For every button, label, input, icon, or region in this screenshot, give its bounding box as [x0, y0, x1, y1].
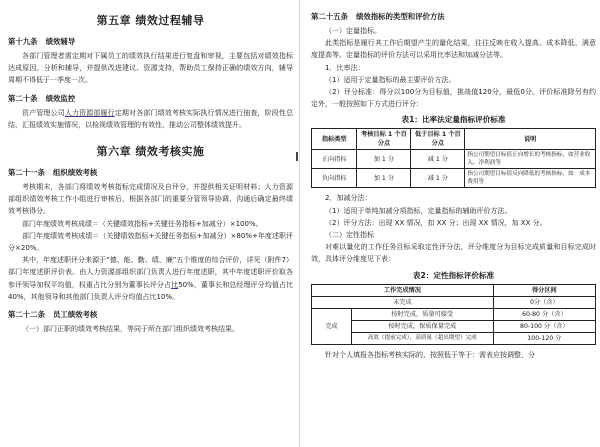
table1-caption: 表1：比率法定量指标评价标准 — [401, 115, 506, 125]
table-cell: 100-120 分 — [493, 332, 595, 344]
article-20-body — [8, 107, 293, 131]
article-20-title: 绩效监控 — [45, 93, 76, 103]
article-21-underlined: 比 — [171, 280, 179, 289]
article-20-number: 第二十条 — [8, 93, 38, 103]
formula-2: 部门年度绩效考核成绩＝（关键绩效指标+关键任务指标+加减分）×80%+年度述职评分×20%。 — [8, 231, 293, 253]
article-21-body: 考核期末，各部门将绩效考核指标完成情况及自评分，并提供相关证明材料；人力资源部组织绩效考核工作小组进行审核后，根据各部门的重要分管领导协调、沟通后确定最终绩效考核得分。 — [8, 183, 293, 216]
table-cell: 高效（提前完成），高质量（超出期望）完成 — [351, 332, 493, 344]
article-21-body-2-b: 50%，董事长和总经理评分均值占比40%，其他领导和其他部门负责人评分均值占比10%。 — [8, 280, 294, 301]
article-22-body: （一）部门正职的绩效考核结果，等同于所在部门组织绩效考核结果。 — [22, 325, 239, 334]
tail-text: 针对个人填报各指标考核实际的，按照低于等于：需表应按调整，分 — [325, 350, 535, 359]
table-cell: 0分（含） — [493, 296, 595, 308]
table-cell: 指公司期望目标值正向增长的考核指标，如营业收入、净利润等 — [465, 150, 596, 169]
item-quantitative: （一）定量指标。 — [325, 27, 381, 35]
table-cell: 60-80 分（含） — [493, 308, 595, 320]
table-cell: 减 1 分 — [411, 150, 465, 169]
table1-header: 考核目标 1 个百分点 — [357, 129, 411, 150]
table1-header: 指标类型 — [312, 129, 357, 150]
table1-header: 低于目标 1 个百分点 — [411, 129, 465, 150]
ratio-sub-1: （1）适用于定量指标的最主要评价方法。 — [325, 75, 456, 84]
article-20-heading — [8, 93, 293, 104]
table-cell-group: 完成 — [312, 308, 352, 344]
ratio-sub-2: （2）评分标准：得分以100分为目标值，挑战值120分，最低0分。评价标准除另有约定外，一般按照如下方式进行评分： — [311, 88, 596, 109]
table-row — [312, 308, 596, 320]
table-cell: 80-100 分（含） — [493, 320, 595, 332]
formula-1: 部门年度绩效考核成绩＝（关键绩效指标+关键任务指标+加减分）×100%。 — [22, 219, 263, 228]
table-cell: 加 1 分 — [357, 169, 411, 188]
article-25-title: 绩效指标的类型和评价方法 — [355, 12, 445, 21]
quantitative-desc: 此类指标是履行其工作后期望产生的量化结果，往往反映在收入提高、成本降低、满意度提高等。定量指标的评价方法可以采用比率法和加减分法等。 — [311, 39, 596, 60]
table2-header: 工作完成情况 — [312, 284, 494, 296]
left-page — [0, 0, 299, 447]
article-22-title: 员工绩效考核 — [52, 310, 98, 320]
table2-header-row — [312, 284, 596, 296]
qualitative-desc: 对难以量化的工作任务目标采取定性评分法，评分维度分为目标完成质量和目标完成时效，具体评分维度见下表： — [311, 243, 596, 264]
article-20-body-b: 定期对各部门绩效考核实际执行情况进行抽查，阶段性总结，汇报绩效实施情况，以检视绩效管理的有效性，推动公司整体绩效提升。 — [8, 108, 294, 129]
article-19-body: 各部门管理者需定期对下属员工的绩效执行结果进行复盘和审视，主要包括对绩效指标达成原因、分析和辅导，并提供改进建议、资源支持，帮助员工保持正确的绩效方向，辅导周期不得低于一季度一次。 — [8, 52, 293, 85]
table2-qualitative-criteria — [311, 284, 596, 345]
article-21-title: 组织绩效考核 — [52, 168, 98, 178]
table-cell: 负向指标 — [312, 169, 357, 188]
table-row — [312, 320, 596, 332]
article-19-number: 第十九条 — [8, 37, 38, 46]
article-25-heading — [311, 11, 596, 22]
table-cell: 按时完成，保质保量完成 — [351, 320, 493, 332]
article-21-heading — [8, 167, 293, 178]
page-divider — [299, 0, 300, 447]
table1-header-row — [312, 129, 596, 150]
article-21-number: 第二十一条 — [8, 168, 45, 178]
article-25-number: 第二十五条 — [311, 12, 348, 21]
right-page — [301, 0, 600, 447]
table-cell: 未完成 — [312, 296, 494, 308]
additive-sub-2: （2）评分方法：出现 XX 情况，扣 XX 分；出现 XX 情况，加 XX 分。 — [325, 218, 547, 227]
table-cell: 正向指标 — [312, 150, 357, 169]
article-20-underlined: 人力资源部履行 — [64, 108, 115, 117]
ratio-method-heading: 1．比率法： — [325, 63, 365, 72]
table2-header: 得分区间 — [493, 284, 595, 296]
item-qualitative: （二）定性指标 — [325, 231, 374, 240]
chapter5-title: 第五章 绩效过程辅导 — [96, 14, 205, 27]
text-cursor-marker — [296, 152, 298, 161]
table-cell: 减 1 分 — [411, 169, 465, 188]
article-21-body-2-a: 其中，年度述职评分来源于“德、能、勤、绩、廉”五个维度的综合评价，详见（附件7）部门年度述职评价表。由人力资源部组织部门负责人进行年度述职，其中年度述职评价取各参评领导加权平均值，权重占比分别为董事长评分占 — [8, 256, 293, 289]
table2-caption: 表2：定性指标评价标准 — [412, 270, 495, 280]
article-22-number: 第二十二条 — [8, 310, 45, 320]
article-20-body-a: 资产管理公司 — [22, 108, 65, 117]
table1-ratio-criteria — [311, 128, 596, 188]
table-row — [312, 150, 596, 169]
article-19-title: 绩效辅导 — [45, 37, 76, 46]
article-21-body-2 — [8, 254, 293, 303]
table-row — [312, 332, 596, 344]
article-19-heading — [8, 36, 293, 47]
additive-sub-1: （1）适用于单纯加减分项指标，定量指标的辅助评价方法。 — [325, 206, 512, 215]
table-row — [312, 296, 596, 308]
table1-header: 说明 — [465, 129, 596, 150]
article-22-heading — [8, 309, 293, 320]
table-row — [312, 169, 596, 188]
table-cell: 加 1 分 — [357, 150, 411, 169]
additive-method-heading: 2．加减分法： — [325, 194, 372, 203]
table-cell: 按时完成，质量可接受 — [351, 308, 493, 320]
chapter6-title: 第六章 绩效考核实施 — [96, 145, 205, 159]
table-cell: 指公司期望目标值反向降低的考核指标，如：成本费用等 — [465, 169, 596, 188]
